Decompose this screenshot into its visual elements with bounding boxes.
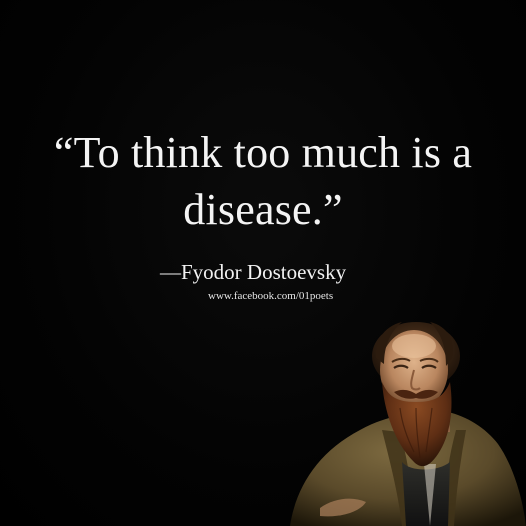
author-portrait (290, 312, 526, 526)
quote-text (0, 124, 526, 238)
quote-line-2: disease.” (183, 185, 343, 234)
quote-line-1: “To think too much is a (53, 128, 473, 177)
author-name: —Fyodor Dostoevsky (160, 260, 347, 284)
source-url: www.facebook.com/01poets (208, 290, 334, 302)
portrait-figure-icon (290, 312, 526, 526)
